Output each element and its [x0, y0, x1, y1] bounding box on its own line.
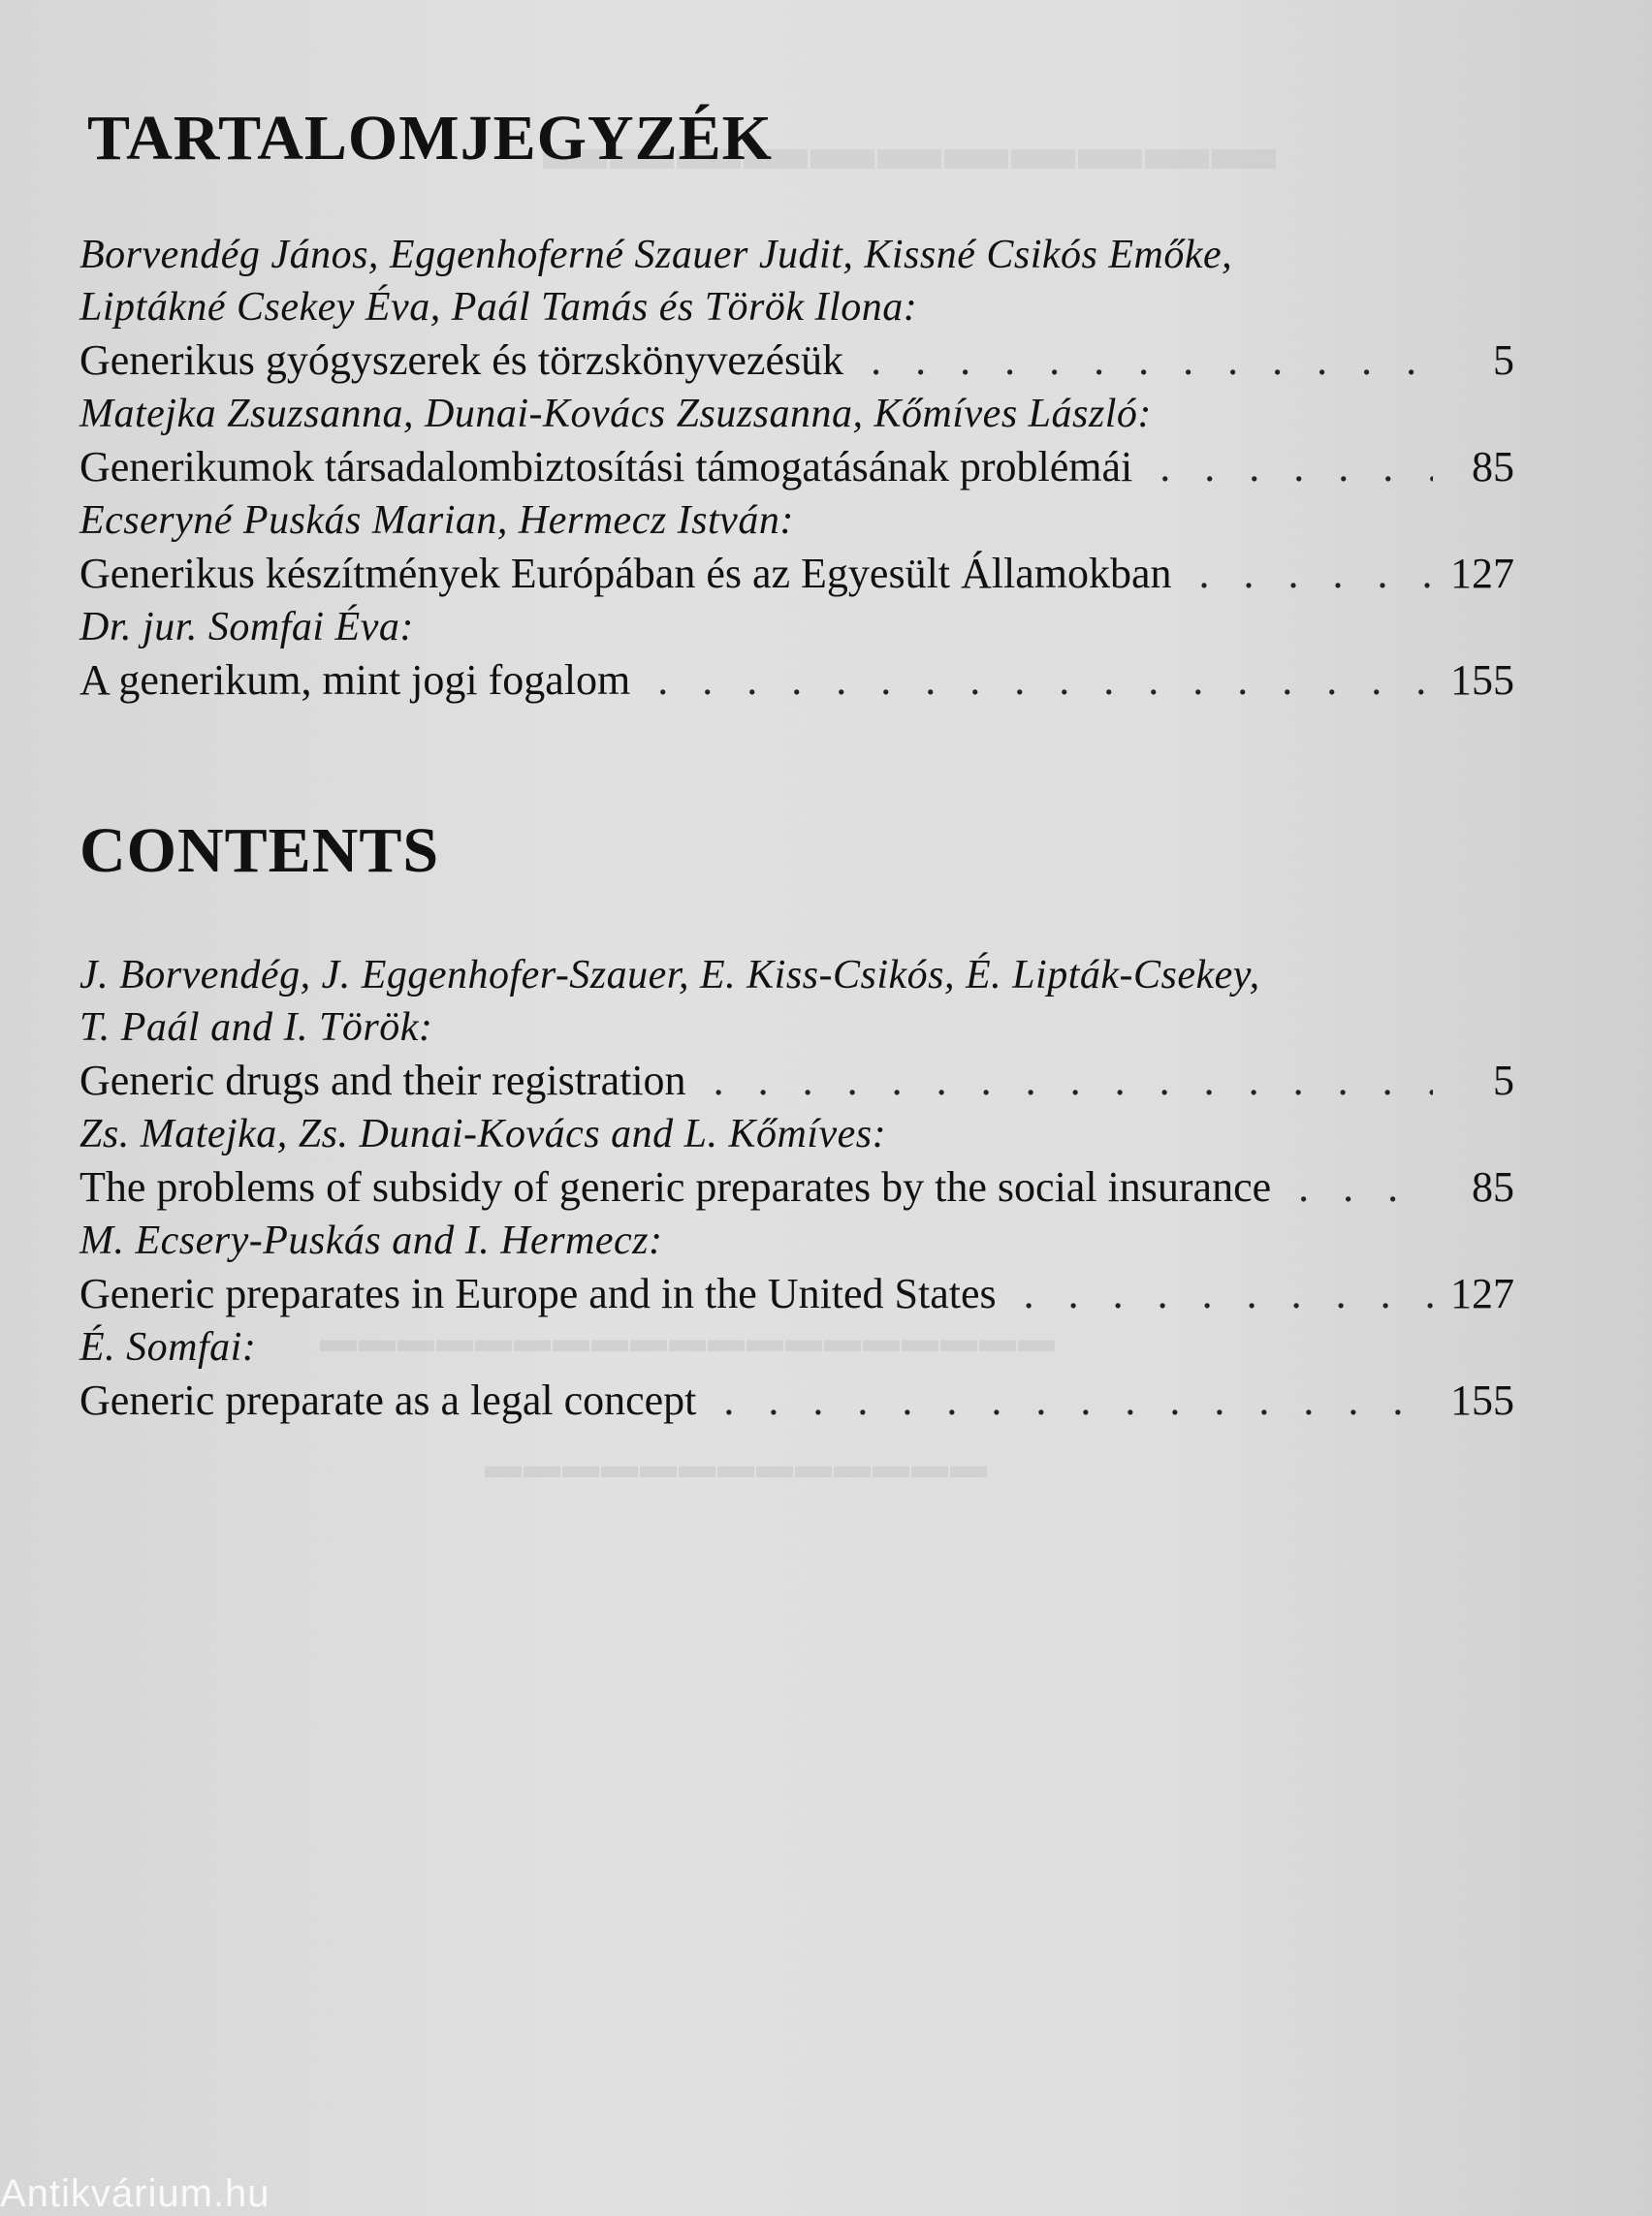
dot-leader: [657, 653, 1433, 708]
entry-page-number: 85: [1472, 1163, 1514, 1211]
entry-page-number: 5: [1493, 336, 1514, 384]
entry-authors: Borvendég János, Eggenhoferné Szauer Judit, Kissné Csikós Emőke,: [79, 233, 1233, 277]
entry-title: Generic preparates in Europe and in the United States: [79, 1270, 997, 1317]
english-toc: [79, 815, 1514, 1428]
entry-authors: Matejka Zsuzsanna, Dunai-Kovács Zsuzsanna, Kőmíves László:: [79, 392, 1152, 436]
dot-leader: [1199, 547, 1433, 601]
show-through-decoration: ▬▬▬▬▬▬▬▬▬▬▬: [543, 112, 1279, 183]
dot-leader: [1298, 1160, 1433, 1215]
entry-title-line[interactable]: [79, 1160, 1514, 1215]
entry-title: Generikus gyógyszerek és törzskönyvezésük: [79, 336, 844, 384]
toc-entry: [79, 229, 1514, 388]
entry-title: Generikus készítmények Európában és az Egyesült Államokban: [79, 550, 1172, 597]
entry-title-line[interactable]: [79, 653, 1514, 708]
toc-entry: [79, 1321, 1514, 1428]
entry-page-number: 127: [1450, 550, 1514, 597]
entry-page-number: 85: [1472, 443, 1514, 491]
show-through-decoration: ▬▬▬▬▬▬▬▬▬▬▬▬▬▬▬▬▬▬▬: [320, 1319, 1057, 1360]
entry-page-number: 127: [1450, 1270, 1514, 1317]
entry-authors: Liptákné Csekey Éva, Paál Tamás és Török Ilona:: [79, 285, 918, 330]
entry-title: Generic drugs and their registration: [79, 1057, 686, 1104]
entry-title-line[interactable]: [79, 1267, 1514, 1321]
entry-page-number: 5: [1493, 1057, 1514, 1104]
hungarian-toc: [79, 103, 1514, 708]
entry-authors: T. Paál and I. Török:: [79, 1005, 433, 1050]
toc-entry: [79, 494, 1514, 601]
toc-heading-hungarian: TARTALOMJEGYZÉK: [87, 103, 773, 174]
entry-authors: Zs. Matejka, Zs. Dunai-Kovács and L. Kőmíves:: [79, 1112, 887, 1156]
entry-authors: J. Borvendég, J. Eggenhofer-Szauer, E. Kiss-Csikós, É. Lipták-Csekey,: [79, 953, 1260, 997]
toc-entry: [79, 949, 1514, 1108]
dot-leader: [714, 1054, 1433, 1108]
entry-title: The problems of subsidy of generic preparates by the social insurance: [79, 1163, 1272, 1211]
toc-entry: [79, 388, 1514, 494]
entry-title-line[interactable]: [79, 1054, 1514, 1108]
entry-title: Generikumok társadalombiztosítási támogatásának problémái: [79, 443, 1133, 491]
entry-title-line[interactable]: [79, 440, 1514, 494]
entry-title: Generic preparate as a legal concept: [79, 1377, 697, 1424]
watermark-text: Antikvárium.hu: [0, 2172, 270, 2215]
dot-leader: [723, 1374, 1433, 1428]
entry-authors: Ecseryné Puskás Marian, Hermecz István:: [79, 498, 794, 543]
dot-leader: [871, 333, 1433, 388]
entry-title-line[interactable]: [79, 547, 1514, 601]
entry-page-number: 155: [1450, 656, 1514, 704]
entry-page-number: 155: [1450, 1377, 1514, 1424]
entry-authors: Dr. jur. Somfai Éva:: [79, 605, 414, 649]
dot-leader: [1160, 440, 1433, 494]
entry-title-line[interactable]: [79, 1374, 1514, 1428]
toc-entry: [79, 601, 1514, 708]
dot-leader: [1024, 1267, 1433, 1321]
toc-entry: [79, 1215, 1514, 1321]
entry-title: A generikum, mint jogi fogalom: [79, 656, 631, 704]
toc-heading-english: CONTENTS: [79, 815, 440, 886]
entry-authors: M. Ecsery-Puskás and I. Hermecz:: [79, 1219, 663, 1263]
entry-authors: É. Somfai:: [79, 1325, 257, 1370]
entry-title-line[interactable]: [79, 333, 1514, 388]
toc-entry: [79, 1108, 1514, 1215]
show-through-decoration: ▬▬▬▬▬▬▬▬▬▬▬▬▬: [485, 1445, 989, 1486]
